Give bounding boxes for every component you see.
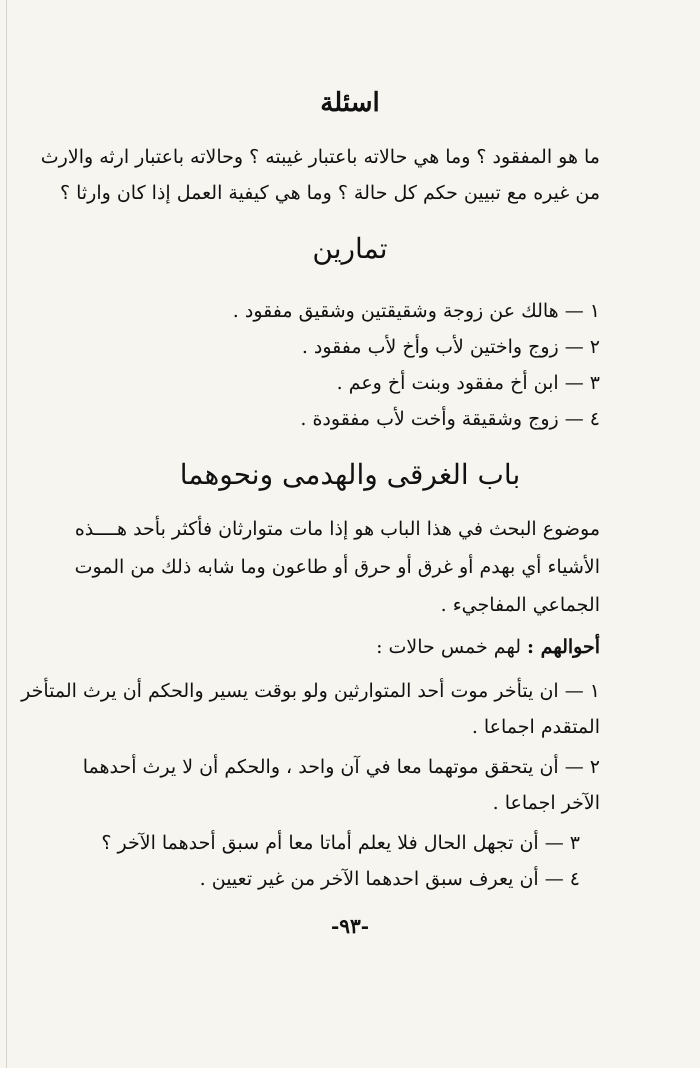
questions-title: اسئلة bbox=[320, 88, 380, 118]
case-1-line-1: ١ — ان يتأخر موت أحد المتوارثين ولو بوقت يسير والحكم أن يرث المتأخر bbox=[21, 680, 600, 702]
page-edge-shadow bbox=[6, 0, 7, 1068]
cases-heading bbox=[376, 636, 600, 658]
case-2-line-2: الآخر اجماعا . bbox=[492, 792, 600, 814]
exercise-item-4: ٤ — زوج وشقيقة وأخت لأب مفقودة . bbox=[300, 408, 600, 430]
exercises-title: تمارين bbox=[312, 232, 388, 265]
chapter-intro-line-2: الأشياء أي بهدم أو غرق أو حرق أو طاعون وما شابه ذلك من الموت bbox=[74, 556, 600, 578]
question-line-1: ما هو المفقود ؟ وما هي حالاته باعتبار غيبته ؟ وحالاته باعتبار ارثه والارث bbox=[40, 146, 600, 168]
case-1-line-2: المتقدم اجماعا . bbox=[471, 716, 600, 738]
cases-intro: لهم خمس حالات : bbox=[376, 636, 528, 658]
chapter-intro-line-1: موضوع البحث في هذا الباب هو إذا مات متوارثان فأكثر بأحد هــــذه bbox=[74, 518, 600, 540]
chapter-title: باب الغرقى والهدمى ونحوهما bbox=[179, 458, 521, 491]
case-3-line-1: ٣ — أن تجهل الحال فلا يعلم أماتا معا أم سبق أحدهما الآخر ؟ bbox=[101, 832, 580, 854]
exercise-item-1: ١ — هالك عن زوجة وشقيقتين وشقيق مفقود . bbox=[232, 300, 600, 322]
cases-label: أحوالهم : bbox=[527, 636, 600, 658]
case-2-line-1: ٢ — أن يتحقق موتهما معا في آن واحد ، والحكم أن لا يرث أحدهما bbox=[82, 756, 600, 778]
exercise-item-3: ٣ — ابن أخ مفقود وبنت أخ وعم . bbox=[336, 372, 600, 394]
page-number: -٩٣- bbox=[330, 914, 370, 938]
question-line-2: من غيره مع تبيين حكم كل حالة ؟ وما هي كيفية العمل إذا كان وارثا ؟ bbox=[59, 182, 600, 204]
case-4-line-1: ٤ — أن يعرف سبق احدهما الآخر من غير تعيين . bbox=[199, 868, 580, 890]
chapter-intro-line-3: الجماعي المفاجيء . bbox=[440, 594, 600, 616]
exercise-item-2: ٢ — زوج واختين لأب وأخ لأب مفقود . bbox=[301, 336, 600, 358]
